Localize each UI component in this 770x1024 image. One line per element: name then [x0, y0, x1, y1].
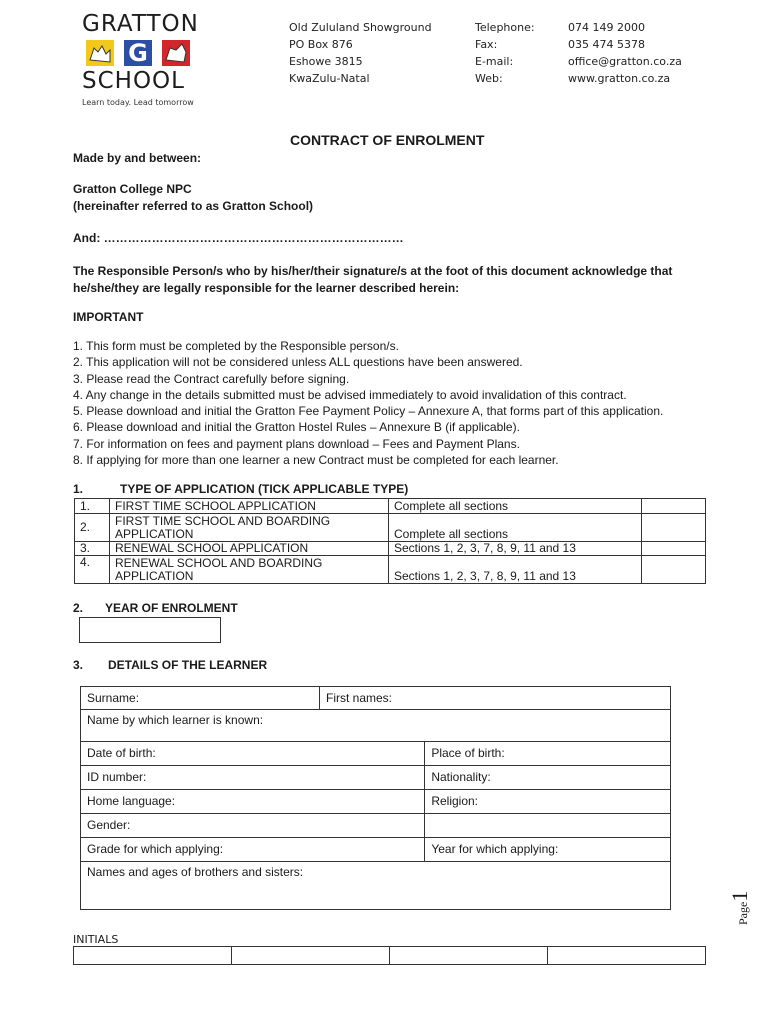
initials-box-2[interactable]	[232, 947, 390, 965]
address-line: KwaZulu-Natal	[289, 72, 370, 85]
address-line: PO Box 876	[289, 38, 353, 51]
table-row	[75, 499, 706, 514]
page-number-label	[727, 891, 753, 925]
list-item: 2. This application will not be considered unless ALL questions have been answered.	[73, 355, 523, 370]
religion-field[interactable]: Religion:	[425, 790, 671, 814]
party-alias: (hereinafter referred to as Gratton School)	[73, 199, 314, 213]
list-item: 8. If applying for more than one learner a new Contract must be completed for each learner.	[73, 453, 559, 468]
year-applying-field[interactable]: Year for which applying:	[425, 838, 671, 862]
tick-box-2[interactable]	[642, 514, 706, 542]
application-type	[110, 514, 389, 542]
type-line: RENEWAL SCHOOL AND BOARDING	[115, 556, 323, 570]
list-item: 3. Please read the Contract carefully before signing.	[73, 371, 350, 386]
tick-box-4[interactable]	[642, 556, 706, 584]
year-of-enrolment-field[interactable]	[79, 617, 221, 643]
section1-title: TYPE OF APPLICATION (TICK APPLICABLE TYPE)	[120, 482, 409, 496]
table-row	[81, 790, 671, 814]
contact-fax: 035 474 5378	[568, 38, 645, 51]
initials-table	[73, 946, 706, 965]
empty-cell	[425, 814, 671, 838]
section1-number: 1.	[73, 482, 84, 496]
tick-box-1[interactable]	[642, 499, 706, 514]
contact-telephone: 074 149 2000	[568, 21, 645, 34]
list-item: 1. This form must be completed by the Responsible person/s.	[73, 339, 399, 353]
application-type	[110, 556, 389, 584]
logo-tagline: Learn today. Lead tomorrow	[82, 98, 194, 107]
made-by-text: Made by and between:	[73, 151, 202, 165]
initials-box-4[interactable]	[548, 947, 706, 965]
siblings-field[interactable]: Names and ages of brothers and sisters:	[81, 862, 671, 910]
list-item: 7. For information on fees and payment plans download – Fees and Payment Plans.	[73, 436, 520, 451]
nationality-field[interactable]: Nationality:	[425, 766, 671, 790]
address-block	[289, 19, 432, 87]
address-line: Old Zululand Showground	[289, 21, 432, 34]
section3-title: DETAILS OF THE LEARNER	[108, 658, 268, 672]
contact-label: Web:	[475, 72, 503, 85]
type-line: APPLICATION	[115, 527, 194, 541]
type-line: APPLICATION	[115, 569, 194, 583]
contact-label: Fax:	[475, 38, 498, 51]
row-number: 2.	[75, 514, 110, 542]
application-type: FIRST TIME SCHOOL APPLICATION	[110, 499, 389, 514]
contact-web[interactable]: www.gratton.co.za	[568, 72, 671, 85]
sections-required: Complete all sections	[389, 514, 642, 542]
row-number: 1.	[75, 499, 110, 514]
sections-required: Complete all sections	[389, 499, 642, 514]
document-title: CONTRACT OF ENROLMENT	[290, 132, 485, 148]
page-number: 1	[727, 890, 752, 902]
row-number: 4.	[75, 556, 110, 584]
gender-field[interactable]: Gender:	[81, 814, 425, 838]
list-item: 4. Any change in the details submitted must be advised immediately to avoid invalidation of this contract.	[73, 387, 627, 402]
and-line: And: …………………………………………………………………	[73, 231, 404, 245]
contact-values	[568, 19, 682, 87]
important-heading: IMPORTANT	[73, 310, 144, 324]
surname-field[interactable]: Surname:	[81, 687, 320, 710]
contact-label: Telephone:	[475, 21, 535, 34]
known-as-field[interactable]: Name by which learner is known:	[81, 710, 671, 742]
table-row	[75, 514, 706, 542]
contact-email[interactable]: office@gratton.co.za	[568, 55, 682, 68]
application-type: RENEWAL SCHOOL APPLICATION	[110, 542, 389, 556]
learner-details-table	[80, 686, 671, 910]
section3-number: 3.	[73, 658, 84, 672]
important-list	[73, 338, 753, 468]
address-line: Eshowe 3815	[289, 55, 363, 68]
sections-required: Sections 1, 2, 3, 7, 8, 9, 11 and 13	[389, 556, 642, 584]
initials-box-1[interactable]	[74, 947, 232, 965]
application-type-table	[74, 498, 706, 584]
table-row	[81, 862, 671, 910]
table-row	[74, 947, 706, 965]
table-row	[75, 556, 706, 584]
id-number-field[interactable]: ID number:	[81, 766, 425, 790]
logo-word-bottom: SCHOOL	[82, 68, 185, 94]
initials-box-3[interactable]	[390, 947, 548, 965]
table-row	[81, 814, 671, 838]
home-language-field[interactable]: Home language:	[81, 790, 425, 814]
table-row	[81, 742, 671, 766]
table-row	[81, 838, 671, 862]
row-number: 3.	[75, 542, 110, 556]
section2-number: 2.	[73, 601, 84, 615]
logo-letter: G	[128, 39, 148, 67]
first-names-field[interactable]: First names:	[320, 687, 671, 710]
date-of-birth-field[interactable]: Date of birth:	[81, 742, 425, 766]
type-line: FIRST TIME SCHOOL AND BOARDING	[115, 514, 331, 528]
grade-field[interactable]: Grade for which applying:	[81, 838, 425, 862]
table-row	[81, 766, 671, 790]
table-row	[81, 687, 671, 710]
place-of-birth-field[interactable]: Place of birth:	[425, 742, 671, 766]
list-item: 6. Please download and initial the Gratton Hostel Rules – Annexure B (if applicable).	[73, 420, 520, 435]
table-row	[81, 710, 671, 742]
contact-labels	[475, 19, 535, 87]
responsible-person-text: The Responsible Person/s who by his/her/their signature/s at the foot of this document acknowledge that he/she/they are legally responsible for the learner described herein:	[73, 264, 673, 295]
table-row	[75, 542, 706, 556]
page-word: Page	[736, 901, 750, 925]
logo-word-top: GRATTON	[82, 11, 199, 37]
contact-label: E-mail:	[475, 55, 514, 68]
party-name: Gratton College NPC	[73, 182, 192, 196]
list-item: 5. Please download and initial the Gratton Fee Payment Policy – Annexure A, that forms part of this application.	[73, 404, 664, 419]
initials-label: INITIALS	[73, 933, 119, 946]
section2-title: YEAR OF ENROLMENT	[105, 601, 238, 615]
tick-box-3[interactable]	[642, 542, 706, 556]
sections-required: Sections 1, 2, 3, 7, 8, 9, 11 and 13	[389, 542, 642, 556]
